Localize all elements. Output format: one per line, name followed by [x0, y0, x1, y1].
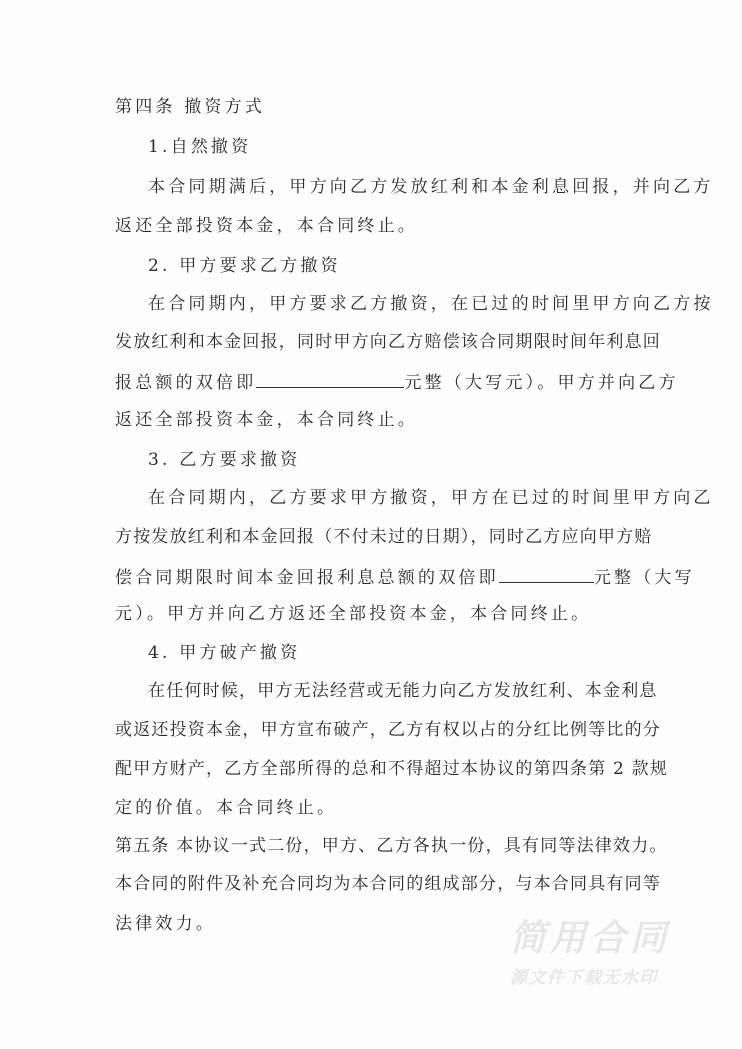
clause3-line-4: 元）。甲方并向乙方返还全部投资本金，本合同终止。 — [115, 604, 592, 624]
clause3-line-3-after: 元整（大写 — [593, 568, 695, 588]
clause3-line-1: 在合同期内，乙方要求甲方撤资，甲方在已过的时间里甲方向乙 — [148, 488, 714, 508]
watermark-subtitle: 源文件下载无水印 — [510, 968, 658, 988]
clause1-title: 1.自然撤资 — [148, 137, 252, 157]
article4-heading: 第四条 撤资方式 — [115, 97, 266, 117]
clause2-line-1: 在合同期内，甲方要求乙方撤资，在已过的时间里甲方向乙方按 — [148, 294, 714, 314]
clause4-line-2: 或返还投资本金，甲方宣布破产，乙方有权以占的分红比例等比的分 — [115, 720, 661, 740]
clause3-line-2: 方按发放红利和本金回报（不付未过的日期），同时乙方应向甲方赔 — [115, 527, 653, 547]
clause1-line-2: 返还全部投资本金，本合同终止。 — [115, 216, 418, 236]
watermark — [510, 918, 700, 990]
article5-line-1: 第五条 本协议一式二份，甲方、乙方各执一份，具有同等法律效力。 — [115, 836, 668, 856]
clause4-title: 4. 甲方破产撤资 — [148, 643, 301, 663]
clause2-amount-blank[interactable] — [256, 369, 404, 388]
clause2-title: 2. 甲方要求乙方撤资 — [148, 256, 341, 276]
clause2-line-2: 发放红利和本金回报，同时甲方向乙方赔偿该合同期限时间年利息回 — [115, 332, 661, 352]
article5-line-2: 本合同的附件及补充合同均为本合同的组成部分，与本合同具有同等 — [115, 874, 661, 894]
clause1-line-1: 本合同期满后，甲方向乙方发放红利和本金利息回报，并向乙方 — [148, 177, 714, 197]
clause3-line-3-before: 偿合同期限时间本金回报利息总额的双倍即 — [115, 568, 499, 588]
clause2-line-3-after: 元整（大写元）。甲方并向乙方 — [404, 373, 679, 393]
watermark-title: 简用合同 — [510, 918, 671, 959]
clause2-line-3-before: 报总额的双倍即 — [115, 373, 257, 393]
clause2-line-3 — [115, 369, 679, 393]
clause4-line-3: 配甲方财产，乙方全部所得的总和不得超过本协议的第四条第 2 款规 — [115, 759, 669, 779]
article5-line-3: 法律效力。 — [115, 914, 216, 934]
clause3-title: 3. 乙方要求撤资 — [148, 450, 301, 470]
clause4-line-1: 在任何时候，甲方无法经营或无能力向乙方发放红利、本金利息 — [148, 681, 658, 701]
clause2-line-4: 返还全部投资本金，本合同终止。 — [115, 410, 418, 430]
clause3-line-3 — [115, 564, 695, 588]
clause3-amount-blank[interactable] — [499, 564, 594, 583]
clause4-line-4: 定的价值。本合同终止。 — [115, 798, 338, 818]
